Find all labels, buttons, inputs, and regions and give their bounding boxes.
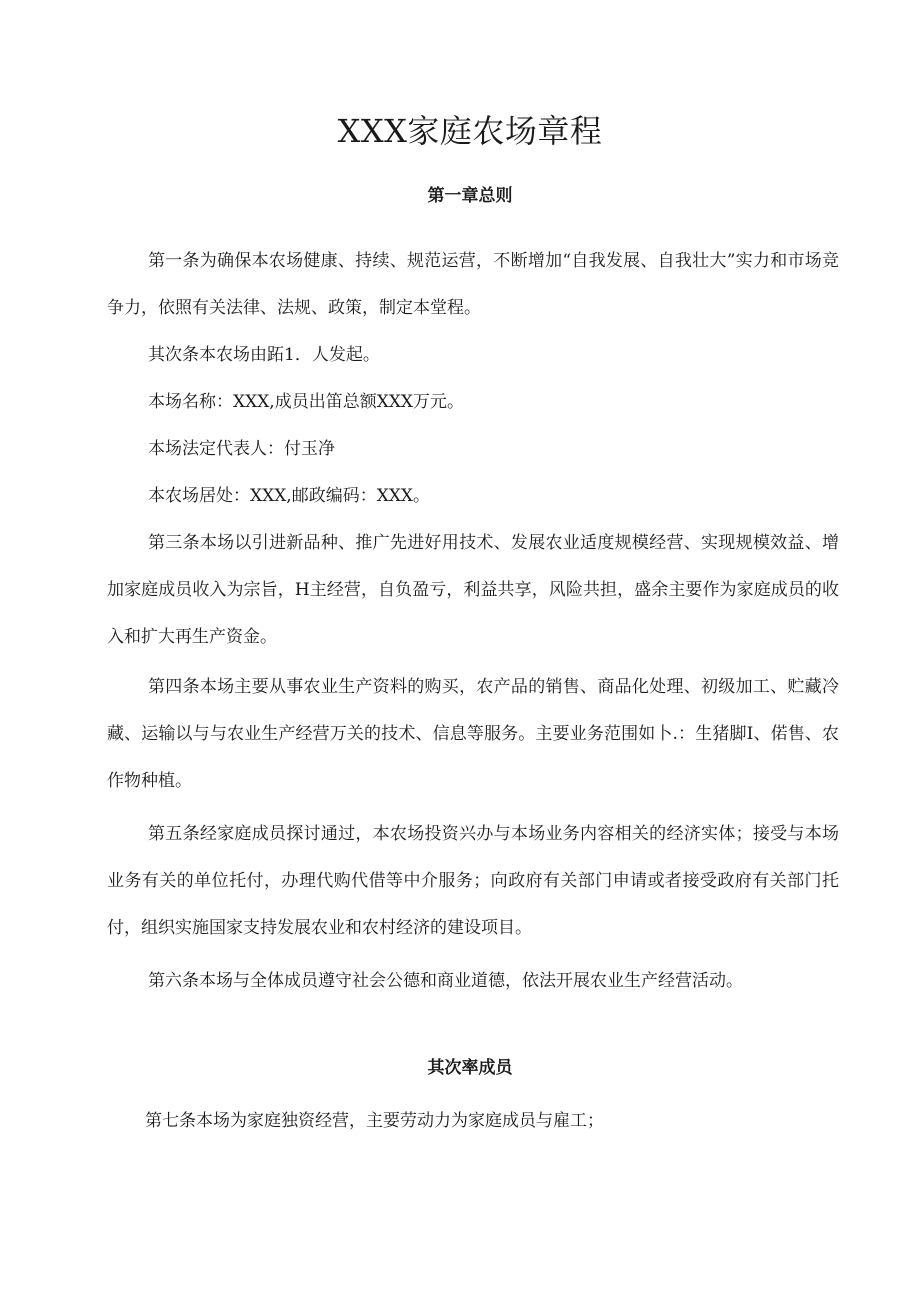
article-3-paragraph: 第三条本场以引进新品种、推广先进好用技术、发展农业适度规模经营、实现规模效益、增加家庭成员收入为宗旨，H主经营，自负盈亏，利益共享，风险共担，盛余主要作为家庭成员的收入和扩大再生产资金。	[107, 533, 839, 647]
article-2-paragraph: 其次条本农场由跖1．人发起。	[148, 345, 380, 365]
chapter-1-heading: 第一章总则	[427, 186, 513, 206]
farm-name-paragraph: 本场名称：XXX,成员出笛总额XXX万元。	[148, 392, 465, 412]
chapter-2-heading: 其次率成员	[427, 1058, 513, 1078]
document-title: XXX家庭农场章程	[337, 112, 603, 150]
article-7-paragraph: 第七条本场为家庭独资经营，主要劳动力为家庭成员与雇工；	[145, 1111, 604, 1131]
legal-representative-paragraph: 本场法定代表人：付玉净	[148, 439, 335, 459]
article-6-paragraph: 第六条本场与全体成员遵守社会公德和商业道德，依法开展农业生产经营活动。	[148, 971, 743, 991]
article-1-paragraph: 第一条为确保本农场健康、持续、规范运营，不断增加“自我发展、自我壮大”实力和市场竞争力，依照有关法律、法规、政策，制定本堂程。	[107, 251, 839, 318]
article-4-paragraph: 第四条本场主要从事农业生产资料的购买，农产品的销售、商品化处理、初级加工、贮藏冷藏、运输以与与农业生产经营万关的技术、信息等服务。主要业务范围如卜.：生猪脚I、偌售、农作物种植。	[107, 677, 839, 791]
article-5-paragraph: 第五条经家庭成员探讨通过，本农场投资兴办与本场业务内容相关的经济实体；接受与本场业务有关的单位托付，办理代购代借等中介服务；向政府有关部门申请或者接受政府有关部门托付，组织实施国家支持发展农业和农村经济的建设项目。	[107, 824, 839, 938]
farm-address-paragraph: 本农场居处：XXX,邮政编码：XXX。	[148, 486, 431, 506]
